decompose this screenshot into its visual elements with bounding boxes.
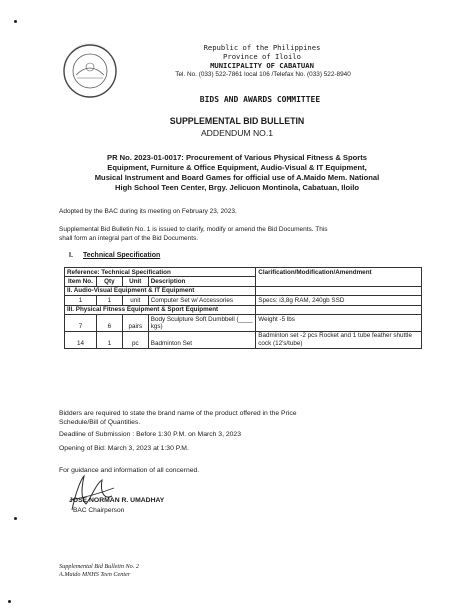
cell-unit: unit <box>122 296 148 305</box>
section-row <box>65 305 422 314</box>
cell-qty: 1 <box>96 331 122 348</box>
cell-description: Body Sculpture Soft Dumbbell (____ kgs) <box>148 315 256 332</box>
scan-speck <box>14 517 17 520</box>
cell-clarification: Specs: i3,8g RAM, 240gb SSD <box>256 296 422 305</box>
scan-speck <box>8 600 11 603</box>
cell-description: Computer Set w/ Accessories <box>148 296 256 305</box>
cell-qty: 6 <box>96 315 122 332</box>
brand-note-line-1: Bidders are required to state the brand name of the product offered in the Price <box>59 410 297 417</box>
empty-cell <box>256 286 422 295</box>
cell-unit: pairs <box>122 315 148 332</box>
telephone-line: Tel. No. (033) 522-7861 local 106 /Telefax No. (033) 522-8940 <box>175 71 351 78</box>
col-item-no: Item No. <box>65 277 97 286</box>
table-row <box>65 315 422 332</box>
brand-note-line-2: Schedule/Bill of Quantities. <box>59 419 141 426</box>
pr-line-1: PR No. 2023-01-0017: Procurement of Various Physical Fitness & Sports <box>107 153 367 162</box>
guidance-text: For guidance and information of all concerned. <box>59 467 200 474</box>
section-title: Technical Specification <box>83 252 161 259</box>
section-row <box>65 286 422 295</box>
addendum-number: ADDENDUM NO.1 <box>200 128 274 138</box>
cell-item: 7 <box>65 315 97 332</box>
committee-title: BIDS AND AWARDS COMMITTEE <box>199 95 321 104</box>
purpose-line-2: shall form an integral part of the Bid Documents. <box>59 235 199 242</box>
deadline-text: Deadline of Submission : Before 1:30 P.M. on March 3, 2023 <box>59 431 241 438</box>
cell-description: Badminton Set <box>148 331 256 348</box>
header-reference: Reference: Technical Specification <box>65 268 256 277</box>
republic-line: Republic of the Philippines <box>203 43 321 52</box>
col-description: Description <box>148 277 256 286</box>
signatory-title: BAC Chairperson <box>73 507 125 514</box>
table-row <box>65 331 422 348</box>
cell-clarification: Badminton set -2 pcs Rocket and 1 tube feather shuttle cock (12's/tube) <box>256 331 422 348</box>
footer-line-2: A.Maido MNHS Teen Center <box>59 571 131 578</box>
header-clarification: Clarification/Modification/Amendment <box>256 268 422 287</box>
scan-speck <box>14 20 17 23</box>
technical-spec-table <box>64 267 422 349</box>
municipal-seal <box>60 43 120 99</box>
purpose-line-1: Supplemental Bid Bulletin No. 1 is issued to clarify, modify or amend the Bid Documents. This <box>59 226 328 233</box>
cell-item: 14 <box>65 331 97 348</box>
pr-line-2: Equipment, Furniture & Office Equipment, Audio-Visual & IT Equipment, <box>107 163 367 172</box>
bulletin-title: SUPPLEMENTAL BID BULLETIN <box>169 116 305 126</box>
table-row <box>65 296 422 305</box>
empty-cell <box>256 305 422 314</box>
col-qty: Qty <box>96 277 122 286</box>
cell-clarification: Weight -5 lbs <box>256 315 422 332</box>
adopted-text: Adopted by the BAC during its meeting on February 23, 2023. <box>59 208 237 215</box>
signatory-name: JOSE NORMAN R. UMADHAY <box>69 497 165 504</box>
col-unit: Unit <box>122 277 148 286</box>
pr-line-4: High School Teen Center, Brgy. Jelicuon Montinola, Cabatuan, Iloilo <box>114 183 359 192</box>
pr-line-3: Musical Instrument and Board Games for official use of A.Maido Mem. National <box>94 173 380 182</box>
section-number: I. <box>69 252 73 259</box>
cell-unit: pc <box>122 331 148 348</box>
cell-item: 1 <box>65 296 97 305</box>
section-audio-visual: II. Audio-Visual Equipment & IT Equipment <box>65 286 256 295</box>
opening-text: Opening of Bid: March 3, 2023 at 1:30 P.M. <box>59 445 189 452</box>
province-line: Province of Iloilo <box>223 52 301 61</box>
municipality-line: MUNICIPALITY OF CABATUAN <box>210 61 314 70</box>
cell-qty: 1 <box>96 296 122 305</box>
section-physical-fitness: III. Physical Fitness Equipment & Sport Equipment <box>65 305 256 314</box>
table-header-row <box>65 268 422 277</box>
footer-line-1: Supplemental Bid Bulletin No. 2 <box>59 563 139 570</box>
